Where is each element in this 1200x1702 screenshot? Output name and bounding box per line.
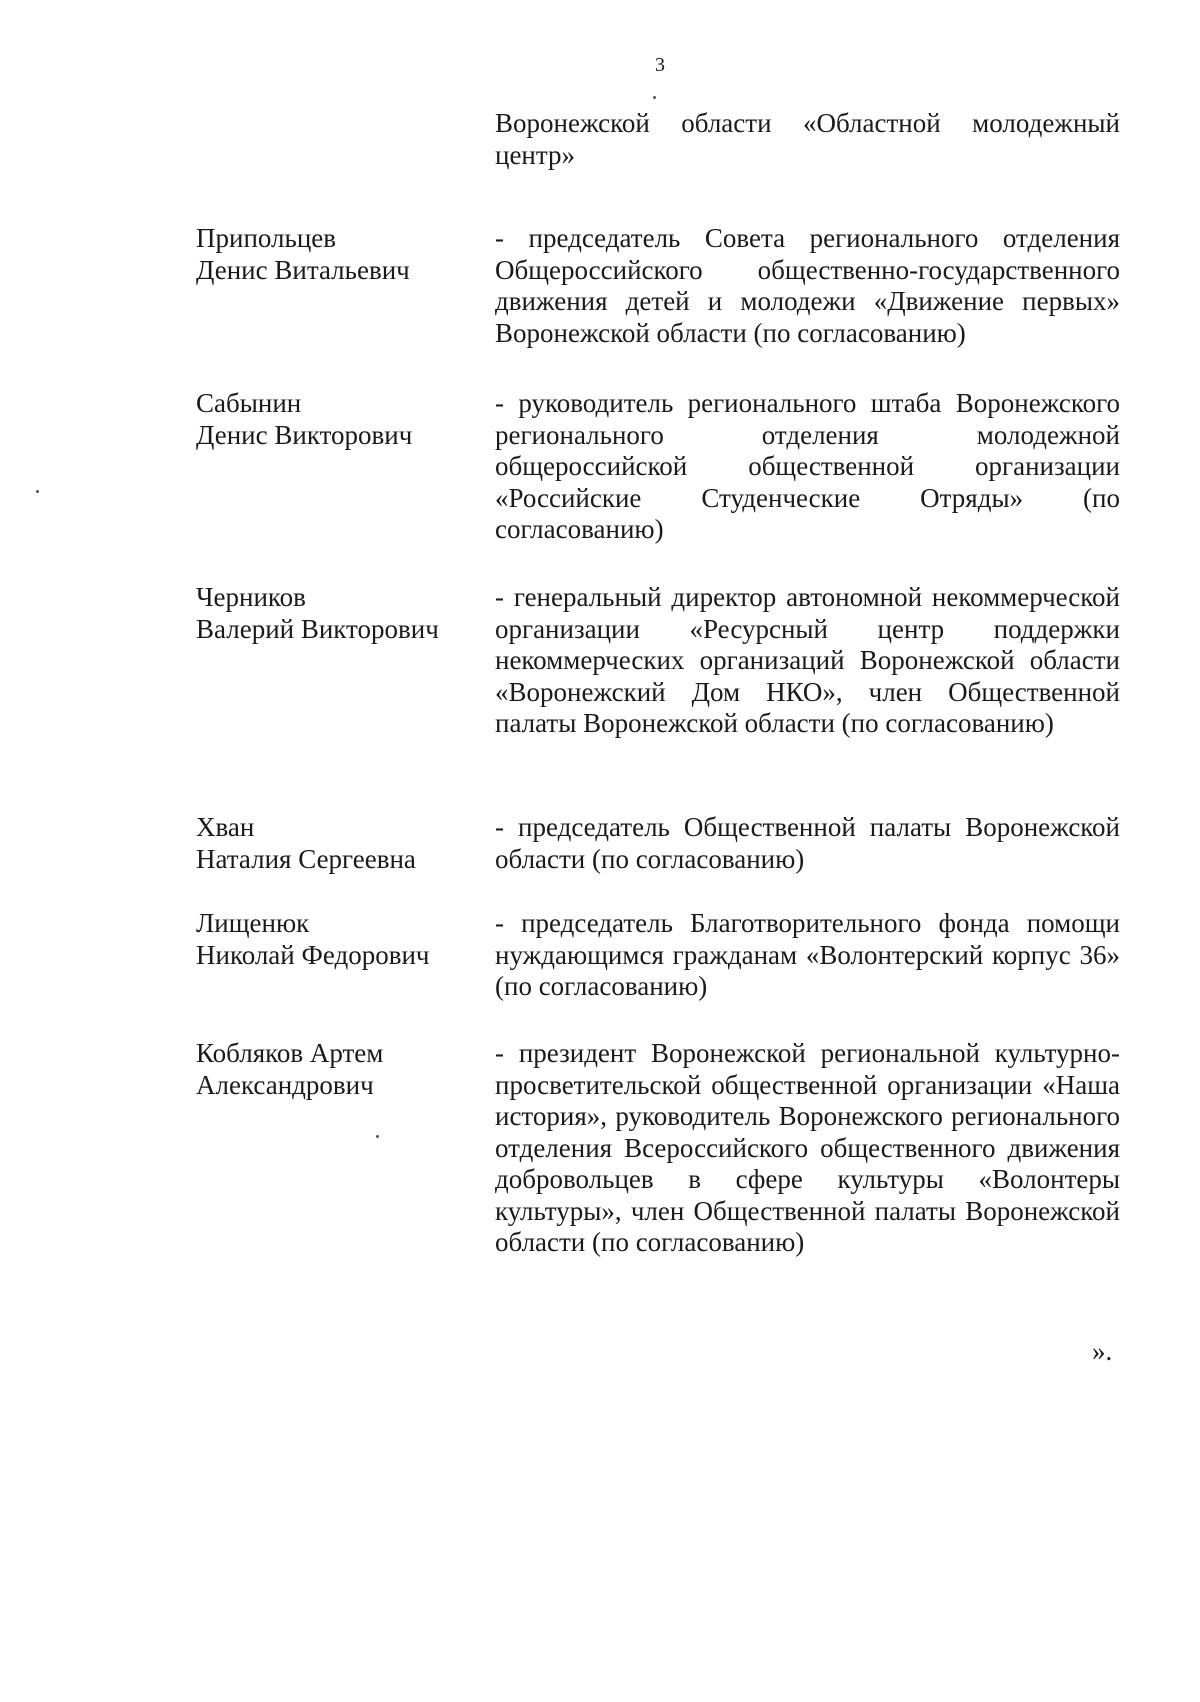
member-given-name: Денис Викторович [196, 419, 413, 450]
member-surname: Припольцев [196, 223, 337, 253]
member-description: - председатель Общественной палаты Воронежской области (по согласованию) [495, 812, 1120, 874]
member-given-name: Валерий Викторович [196, 613, 439, 644]
member-description: - генеральный директор автономной некоммерческой организации «Ресурсный центр поддержки некоммерческих организаций Воронежской области «Воронежский Дом НКО», член Общественной палаты Воронежской области (по согласованию) [495, 582, 1120, 738]
page-number: 3 [655, 54, 665, 76]
closing-quote-mark: ». [1092, 1336, 1113, 1366]
member-given-name: Денис Витальевич [196, 254, 410, 285]
member-given-name: Николай Федорович [196, 939, 430, 970]
member-name [196, 388, 496, 451]
member-surname: Черников [196, 582, 306, 612]
scan-speck [653, 96, 656, 99]
member-description: - председатель Благотворительного фонда помощи нуждающимся гражданам «Волонтерский корпус 36» (по согласованию) [495, 908, 1120, 1001]
continuation-text: Воронежской области «Областной молодежный центр» [495, 108, 1120, 170]
member-description: - руководитель регионального штаба Воронежского регионального отделения молодежной общероссийской общественной организации «Российские Студенческие Отряды» (по согласованию) [495, 388, 1120, 544]
scan-speck [376, 1135, 379, 1138]
member-name [196, 223, 496, 286]
member-name [196, 1038, 496, 1101]
member-description: - президент Воронежской региональной культурно-просветительской общественной организации «Наша история», руководитель Воронежского регионального отделения Всероссийского общественного движения добровольцев в сфере культуры «Волонтеры культуры», член Общественной палаты Воронежской области (по согласованию) [495, 1038, 1120, 1257]
member-surname: Сабынин [196, 388, 302, 418]
member-given-name: Александрович [196, 1069, 374, 1100]
member-name [196, 582, 496, 645]
member-surname: Кобляков Артем [196, 1038, 384, 1068]
member-surname: Хван [196, 812, 255, 842]
member-name [196, 908, 496, 971]
scan-speck [36, 490, 39, 493]
member-surname: Лищенюк [196, 908, 310, 938]
member-name [196, 812, 496, 875]
member-given-name: Наталия Сергеевна [196, 843, 416, 874]
member-description: - председатель Совета регионального отделения Общероссийского общественно-государственного движения детей и молодежи «Движение первых» Воронежской области (по согласованию) [495, 223, 1120, 348]
